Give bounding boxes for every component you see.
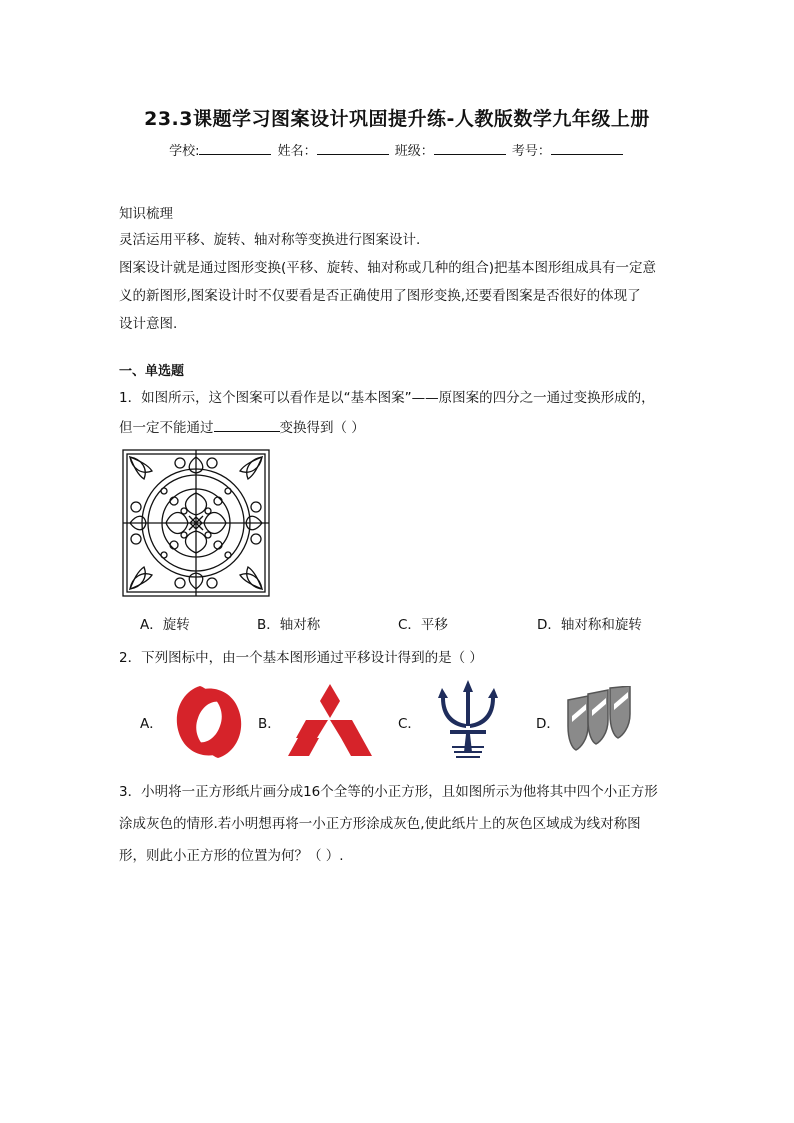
q1-option-d[interactable]: D．轴对称和旋转 (537, 617, 642, 633)
knowledge-line-4: 设计意图. (119, 316, 178, 332)
q1-line-2 (119, 416, 365, 436)
q3-line-3: 形，则此小正方形的位置为何？（ ）. (119, 848, 344, 864)
q1-line-2a: 但一定不能通过 (119, 420, 214, 436)
q2-logo-c-trident[interactable] (436, 680, 500, 760)
page-title: 23.3课题学习图案设计巩固提升练-人教版数学九年级上册 (144, 108, 650, 130)
q1-tile-pattern-figure (122, 449, 270, 597)
student-info-line (0, 140, 794, 159)
knowledge-heading: 知识梳理 (119, 206, 173, 222)
knowledge-line-2: 图案设计就是通过图形变换(平移、旋转、轴对称或几种的组合)把基本图形组成具有一定意 (119, 260, 657, 276)
q2-option-c-label[interactable]: C． (398, 716, 421, 732)
q1-answer-blank[interactable] (214, 419, 280, 432)
q1-option-c[interactable]: C．平移 (398, 617, 448, 633)
q1-option-a[interactable]: A．旋转 (140, 617, 190, 633)
class-label: 班级： (394, 144, 434, 159)
number-label: 考号： (511, 144, 551, 159)
q1-line-2b: 变换得到（ ） (279, 420, 365, 436)
q2-option-b-label[interactable]: B． (258, 716, 281, 732)
knowledge-line-3: 义的新图形,图案设计时不仅要看是否正确使用了图形变换,还要看图案是否很好的体现了 (119, 288, 641, 304)
q3-line-1: 3．小明将一正方形纸片画分成16个全等的小正方形，且如图所示为他将其中四个小正方形 (119, 784, 658, 800)
q2-option-d-label[interactable]: D． (536, 716, 560, 732)
q2-text: 2．下列图标中，由一个基本图形通过平移设计得到的是（ ） (119, 650, 483, 666)
q2-option-a-label[interactable]: A． (140, 716, 163, 732)
class-blank[interactable] (434, 142, 506, 155)
school-blank[interactable] (199, 142, 271, 155)
q1-option-b[interactable]: B．轴对称 (257, 617, 321, 633)
q2-logo-a-swirl[interactable] (172, 684, 246, 760)
knowledge-line-1: 灵活运用平移、旋转、轴对称等变换进行图案设计. (119, 232, 421, 248)
q2-logo-b-diamonds[interactable] (288, 684, 372, 756)
name-blank[interactable] (317, 142, 389, 155)
q2-logo-d-shields[interactable] (566, 686, 634, 756)
q3-line-2: 涂成灰色的情形.若小明想再将一小正方形涂成灰色,使此纸片上的灰色区域成为线对称图 (119, 816, 641, 832)
q1-line-1: 1．如图所示，这个图案可以看作是以“基本图案”——原图案的四分之一通过变换形成的， (119, 390, 655, 406)
number-blank[interactable] (551, 142, 623, 155)
section-heading: 一、单选题 (119, 364, 185, 379)
school-label: 学校: (169, 144, 200, 159)
name-label: 姓名： (277, 144, 317, 159)
